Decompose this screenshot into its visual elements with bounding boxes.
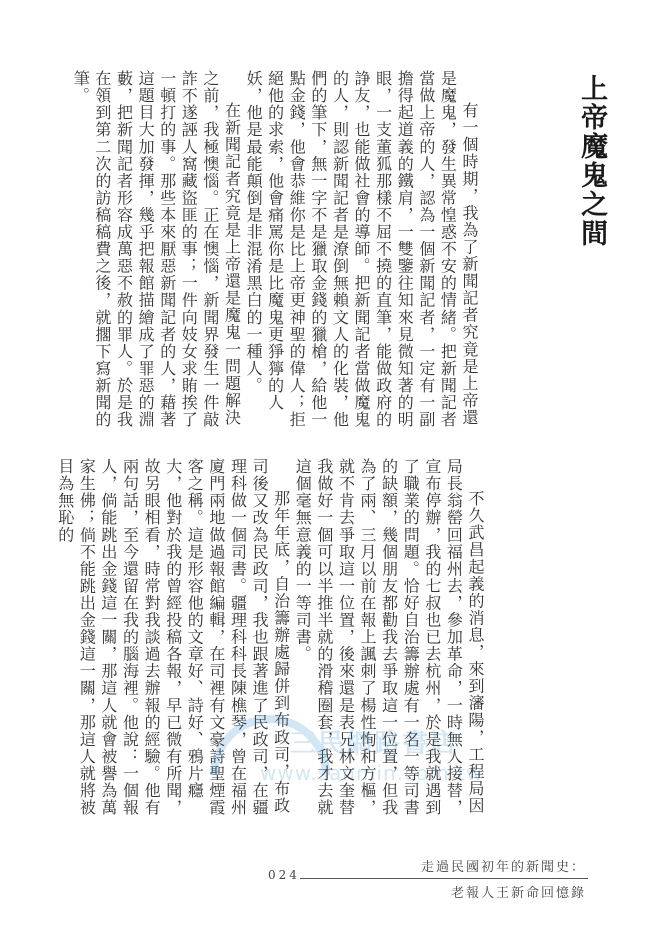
paragraph: 有一個時期，我為了新聞記者究竟是上帝還是魔鬼，發生異常惶惑不安的情緒。把新聞記者當做上帝的人，認為一個新聞記者，一定有一副擔得起道義的鐵肩，一雙鑒往知來見微知著的明眼，一支董狐那樣不屈不撓的直筆，能做政府的諍友，也能做社會的導師。把新聞記者當做魔鬼的人，則認新聞記者是潦倒無賴文人的化裝，他們的筆下，無一字不是獵取金錢的獵槍，給他一點金錢，他會恭維你是比上帝更神聖的偉人；拒絕他的求索，他會痛罵你是比魔鬼更猙獰的人妖，他是最能顛倒是非混淆黑白的一種人。 <box>244 70 479 429</box>
top-text-section <box>48 70 480 440</box>
watermark-url: www.sanmin.com.tw <box>260 761 484 785</box>
chapter-title: 上帝魔鬼之間 <box>576 74 608 248</box>
paragraph: 不久武昌起義的消息，來到瀋陽，工程局因局長翁罃回福州去，參加革命，一時無人接替，宣布停辦，我的七叔也已去杭州，於是我就遇到了職業的問題。恰好自治籌辦處有一名一等司書的缺額，幾個朋友都勸我去爭取這一位置，但我為了兩、三月以前在報上諷刺了楊性恂和方樞，就不肯去爭取這一位置，後來還是表兄林文奎替我做好一個可以半推半就的滑稽圈套，我才去就這個毫無意義的一等司書。 <box>293 458 485 817</box>
watermark-text: 三民網路書店 <box>290 729 459 759</box>
footer-divider <box>300 878 588 879</box>
page-number: 024 <box>268 868 300 882</box>
paragraph: 在新聞記者究竟是上帝還是魔鬼一問題解決之前，我極懊惱。正在懊惱，新聞界發生一件敲詐不遂誣人窩藏盜匪的事；一件向妓女求賄挨了一頓打的事。那些本來厭惡新聞記者的人，藉著這題目大加發揮，幾乎把報館描繪成了罪惡的淵藪，把新聞記者形容成萬惡不赦的罪人。於是我在領到第二次的訪稿稿費之後，就擱下寫新聞的筆。 <box>71 70 242 429</box>
book-subtitle: 老報人王新命回憶錄 <box>450 886 586 901</box>
paragraph: 那年年底，自治籌辦處歸併到布政司，布政司後又改為民政司，我也跟著進了民政司，在疆理科做一個司書。疆理科科長陳樵琴，曾在福州廈門兩地做過報館編輯，在司裡有文豪詩聖煙霞客之稱。這是形容他的文章好、詩好、鴉片癮大，他對於我的曾經投稿各報，早已微有所聞，故另眼相看，時常對我談過去辦報的經驗。他有兩句話，至今還留在我的腦海裡。他說：一個報人，倘能跳出金錢這一關，那這人就會被譽為萬家生佛；倘不能跳出金錢這一關，那這人就將被目為無恥的 <box>55 458 291 817</box>
bottom-text-section <box>54 458 486 830</box>
page-footer <box>0 856 650 901</box>
book-title: 走過民國初年的新聞史： <box>420 860 586 875</box>
